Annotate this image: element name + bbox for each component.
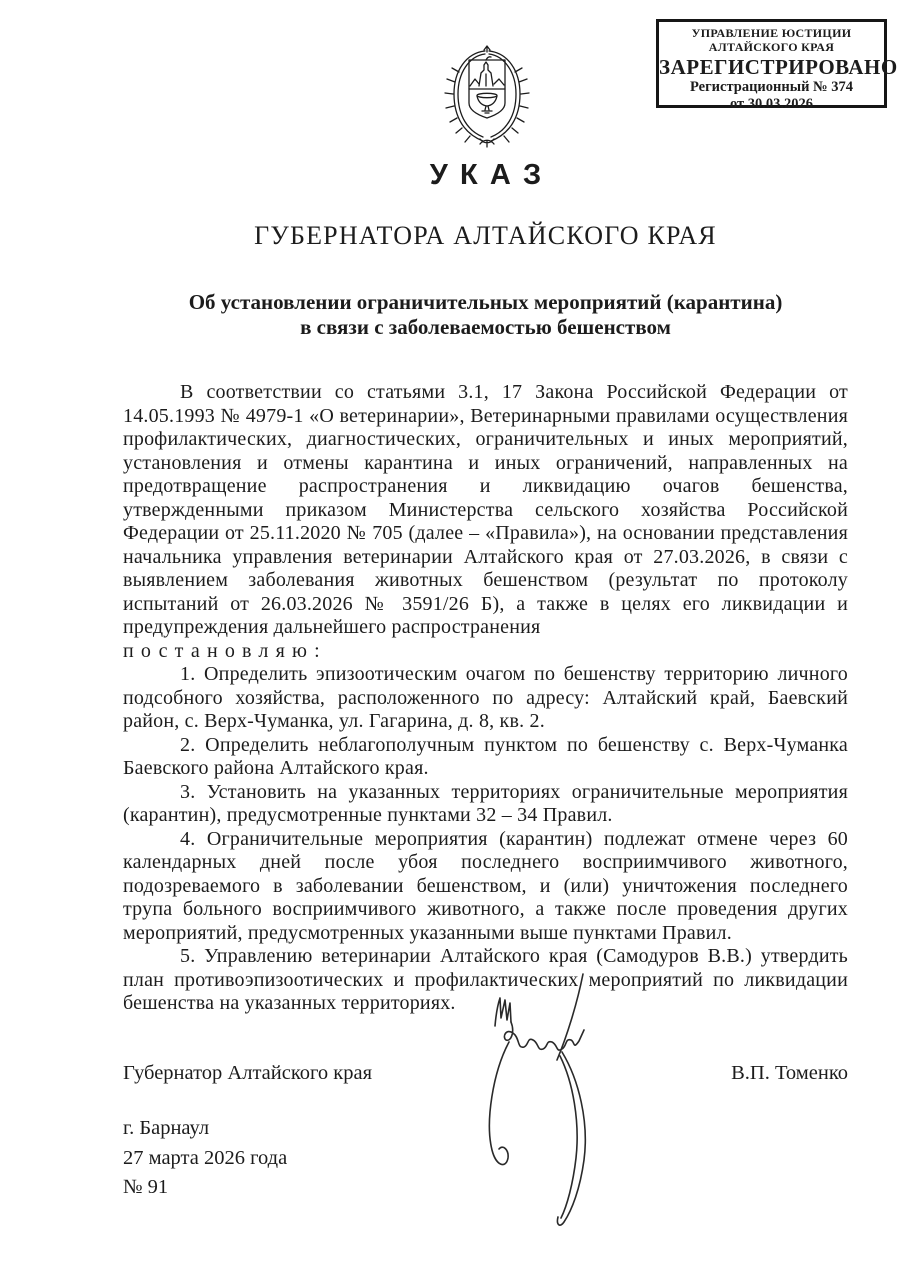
issuance-date: 27 марта 2026 года (123, 1146, 288, 1169)
stamp-org-line2: АЛТАЙСКОГО КРАЯ (708, 39, 835, 54)
governor-signature-icon (465, 970, 660, 1238)
document-type-title: УКАЗ (429, 159, 554, 191)
decree-item-1: 1. Определить эпизоотическим очагом по бешенству территорию личного подсобного хозяйства, расположенного по адресу: Алтайский край, Баевский район, с. Верх-Чуманка, ул. Гагарина, д. 8, кв. 2. (123, 663, 848, 732)
decree-item-5: 5. Управлению ветеринарии Алтайского края (Самодуров В.В.) утвердить план противоэпизоотических и профилактических мероприятий по ликвидации бешенства на указанных территориях. (123, 945, 848, 1014)
resolution-word: постановляю: (123, 639, 327, 662)
stamp-registered-label: ЗАРЕГИСТРИРОВАНО (659, 55, 898, 79)
signature-row (123, 1062, 848, 1085)
stamp-org-line1: УПРАВЛЕНИЕ ЮСТИЦИИ (691, 26, 852, 40)
preamble-paragraph: В соответствии со статьями 3.1, 17 Закона Российской Федерации от 14.05.1993 № 4979-1 «О ветеринарии», Ветеринарными правилами осуществления профилактических, диагностических, ограничительных и иных мероприятий, установления и отмены карантина и иных ограничений, направленных на предотвращение распространения и ликвидацию очагов бешенства, утвержденными приказом Министерства сельского хозяйства Российской Федерации от 25.11.2020 № 705 (далее – «Правила»), на основании представления начальника управления ветеринарии Алтайского края от 27.03.2026, в связи с выявлением заболевания животных бешенством (результат по протоколу испытаний от 26.03.2026 № 3591/26 Б), а также в целях его ликвидации и предупреждения дальнейшего распространения (123, 381, 848, 638)
issuance-city: г. Барнаул (123, 1117, 210, 1139)
altai-krai-coat-of-arms-icon (441, 44, 533, 148)
subject-heading (123, 290, 848, 340)
decree-body (123, 381, 848, 1016)
subject-line-2: в связи с заболеваемостью бешенством (300, 315, 671, 339)
subject-line-1: Об установлении ограничительных мероприятий (карантина) (188, 290, 783, 314)
registration-stamp (656, 19, 898, 112)
decree-item-3: 3. Установить на указанных территориях ограничительные мероприятия (карантин), предусмотренные пунктами 32 – 34 Правил. (123, 780, 848, 826)
stamp-registration-date: от 30.03.2026 (729, 96, 814, 112)
document-number: № 91 (123, 1176, 169, 1198)
signer-position-title: Губернатор Алтайского края (123, 1062, 373, 1084)
decree-item-2: 2. Определить неблагополучным пунктом по бешенству с. Верх-Чуманка Баевского района Алтайского края. (123, 733, 848, 779)
stamp-registration-number: Регистрационный № 374 (689, 79, 853, 95)
issuer-title: ГУБЕРНАТОРА АЛТАЙСКОГО КРАЯ (254, 221, 717, 250)
signer-name: В.П. Томенко (731, 1062, 848, 1084)
issuance-block (123, 1114, 287, 1203)
decree-item-4: 4. Ограничительные мероприятия (карантин) подлежат отмене через 60 календарных дней после убоя последнего восприимчивого животного, подозреваемого в заболевании бешенством, и (или) уничтожения последнего трупа больного восприимчивого животного, а также после проведения других мероприятий, предусмотренных указанными выше пунктами Правил. (123, 827, 848, 944)
